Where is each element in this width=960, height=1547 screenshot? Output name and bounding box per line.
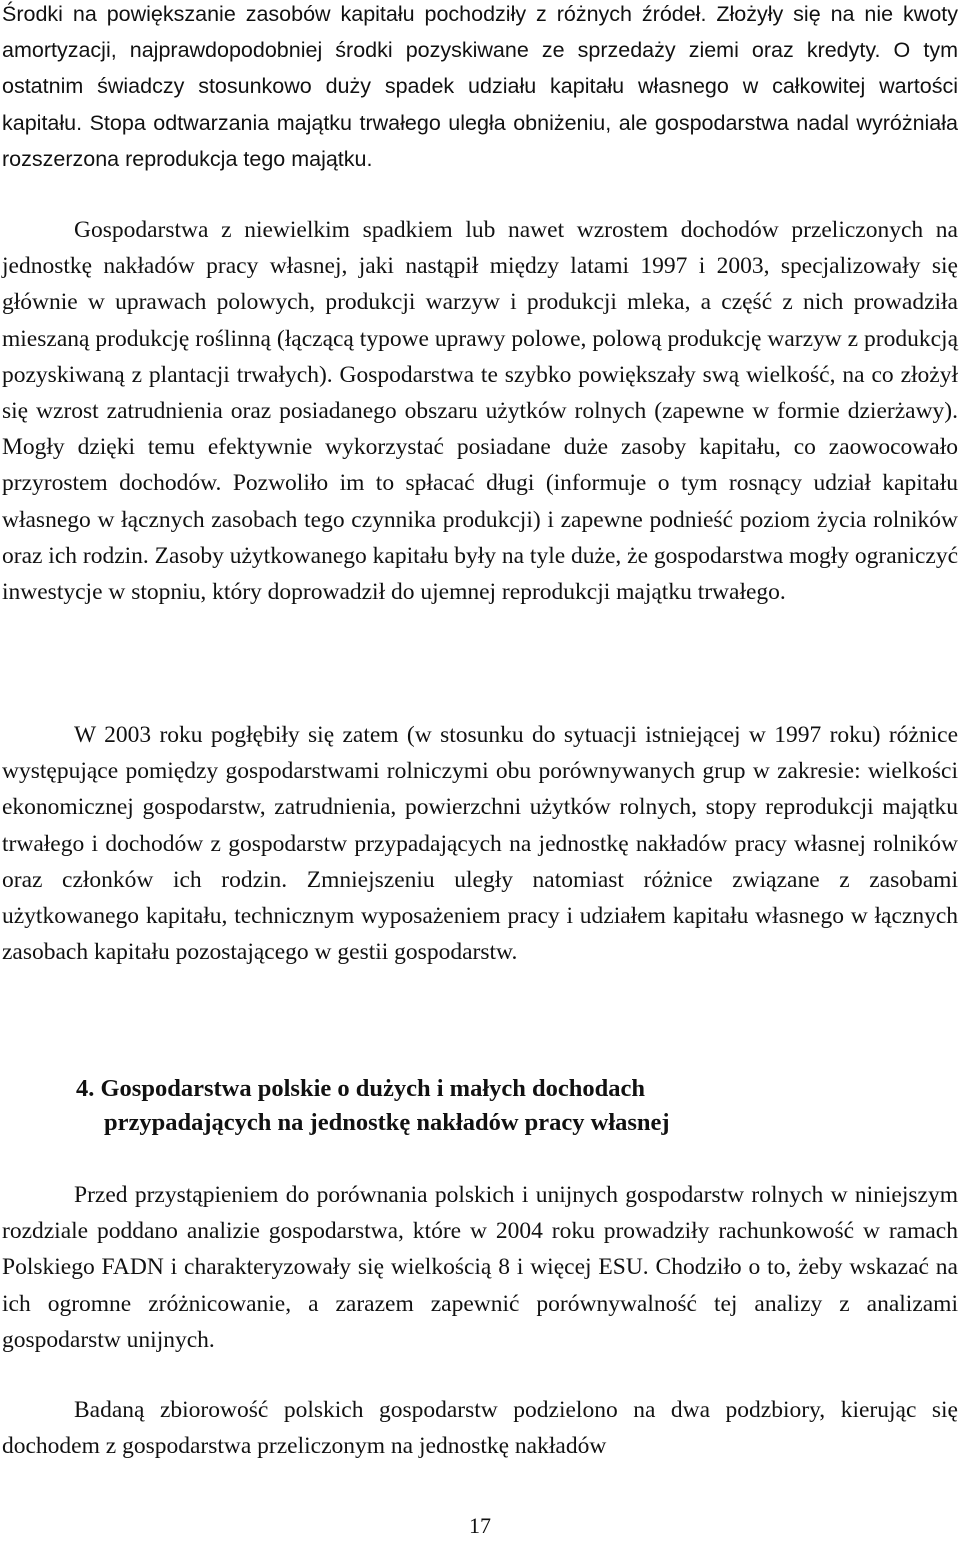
page-number: 17 <box>469 1513 491 1538</box>
paragraph-income-growth-farms: Gospodarstwa z niewielkim spadkiem lub nawet wzrostem dochodów przeliczonych na jednostkę nakładów pracy własnej, jaki nastąpił między latami 1997 i 2003, specjalizowały się głównie w uprawach polowych, produkcji warzyw i produkcji mleka, a część z nich prowadziła mieszaną produkcję roślinną (łączącą typowe uprawy polowe, polową produkcję warzyw z produkcją pozyskiwaną z plantacji trwałych). Gospodarstwa te szybko powiększały swą wielkość, na co złożył się wzrost zatrudnienia oraz posiadanego obszaru użytków rolnych (zapewne w formie dzierżawy). Mogły dzięki temu efektywnie wykorzystać posiadane duże zasoby kapitału, co zaowocowało przyrostem dochodów. Pozwoliło im to spłacać długi (informuje o tym rosnący udział kapitału własnego w łącznych zasobach tego czynnika produkcji) i zapewne podnieść poziom życia rolników oraz ich rodzin. Zasoby użytkowanego kapitału były na tyle duże, że gospodarstwa mogły ograniczyć inwestycje w stopniu, który doprowadził do ujemnej reprodukcji majątku trwałego. <box>2 217 959 606</box>
section-number: 4. <box>76 1075 95 1102</box>
section-heading <box>76 1072 936 1140</box>
paragraph-2003-differences: W 2003 roku pogłębiły się zatem (w stosunku do sytuacji istniejącej w 1997 roku) różnice występujące pomiędzy gospodarstwami rolniczymi obu porównywanych grup w zakresie: wielkości ekonomicznej gospodarstw, zatrudnienia, powierzchni użytków rolnych, stopy reprodukcji majątku trwałego i dochodów z gospodarstw przypadających na jednostkę nakładów pracy własnej rolników oraz członków ich rodzin. Zmniejszeniu uległy natomiast różnice związane z zasobami użytkowanego kapitału, technicznym wyposażeniem pracy i udziałem kapitału własnego w łącznych zasobach kapitału pozostającego w gestii gospodarstw. <box>2 722 958 966</box>
paragraph-fadn-analysis: Przed przystąpieniem do porównania polskich i unijnych gospodarstw rolnych w niniejszym rozdziale poddano analizie gospodarstwa, które w 2004 roku prowadziły rachunkowość w ramach Polskiego FADN i charakteryzowały się wielkością 8 i więcej ESU. Chodziło o to, żeby wskazać na ich ogromne zróżnicowanie, a zarazem zapewnić porównywalność tej analizy z analizami gospodarstw unijnych. <box>2 1182 958 1353</box>
paragraph-subsets: Badaną zbiorowość polskich gospodarstw podzielono na dwa podzbiory, kierując się dochodem z gospodarstwa przeliczonym na jednostkę nakładów <box>2 1397 958 1460</box>
section-title-line-1: Gospodarstwa polskie o dużych i małych dochodach <box>100 1075 646 1102</box>
paragraph-capital-sources: Środki na powiększanie zasobów kapitału pochodziły z różnych źródeł. Złożyły się na nie kwoty amortyzacji, najprawdopodobniej środki pozyskiwane ze sprzedaży ziemi oraz kredyty. O tym ostatnim świadczy stosunkowo duży spadek udziału kapitału własnego w całkowitej wartości kapitału. Stopa odtwarzania majątku trwałego uległa obniżeniu, ale gospodarstwa nadal wyróżniała rozszerzona reprodukcja tego majątku. <box>2 2 958 171</box>
section-title-line-2: przypadających na jednostkę nakładów pracy własnej <box>104 1109 670 1136</box>
